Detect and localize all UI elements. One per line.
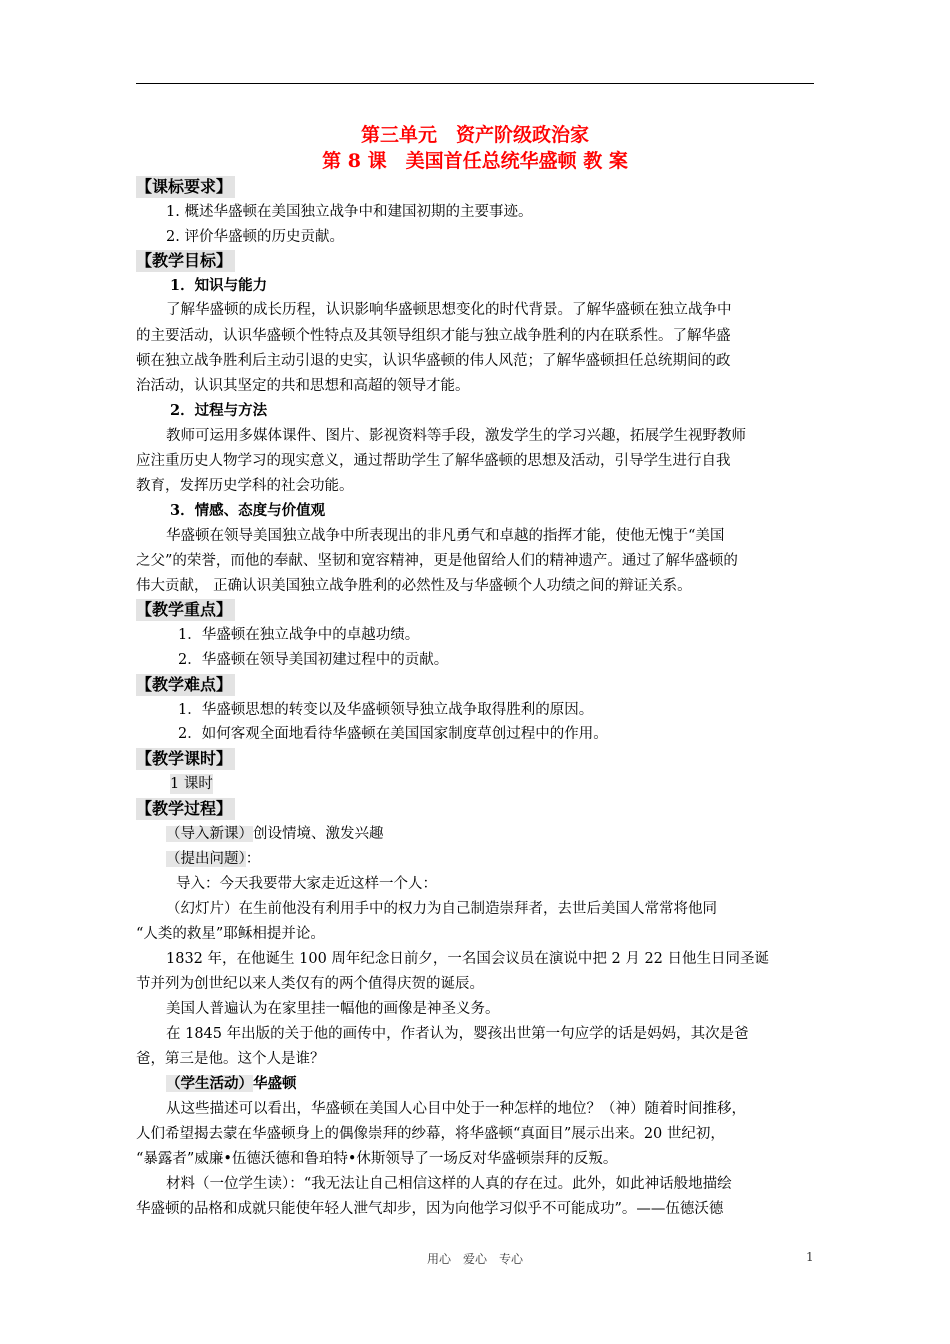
para1-line-2: 的主要活动，认识华盛顿个性特点及其领导组织才能与独立战争胜利的内在联系性。了解华盛 <box>136 328 731 344</box>
section-heading-zhongdian: 【教学重点】 <box>136 599 235 621</box>
para2-line-1: 教师可运用多媒体课件、图片、影视资料等手段，激发学生的学习兴趣，拓展学生视野教师 <box>166 428 746 444</box>
intro-text: 创设情境、激发兴趣 <box>253 826 384 842</box>
section-heading-kebiao: 【课标要求】 <box>136 176 235 198</box>
para2-line-2: 应注重历史人物学习的现实意义，通过帮助学生了解华盛顿的思想及活动，引导学生进行自我 <box>136 453 731 469</box>
para1-line-3: 顿在独立战争胜利后主动引退的史实，认识华盛顿的伟人风范；了解华盛顿担任总统期间的政 <box>136 353 731 369</box>
header-rule <box>136 83 814 84</box>
intro-line <box>166 824 384 844</box>
process-line-8: 爸，第三是他。这个人是谁？ <box>136 1051 325 1067</box>
intro-label: （导入新课） <box>166 826 253 842</box>
process2-line-4: 材料（一位学生读）：“我无法让自己相信这样的人真的存在过。此外，如此神话般地描绘 <box>166 1176 732 1192</box>
process-line-1: 导入：今天我要带大家走近这样一个人： <box>176 876 437 892</box>
para2-line-3: 教育，发挥历史学科的社会功能。 <box>136 478 354 494</box>
process2-line-5: 华盛顿的品格和成就只能使年轻人泄气却步，因为向他学习似乎不可能成功”。——伍德沃德 <box>136 1201 724 1217</box>
process-line-6: 美国人普遍认为在家里挂一幅他的画像是神圣义务。 <box>166 1001 500 1017</box>
student-activity-label: （学生活动） <box>166 1075 253 1092</box>
process2-line-1: 从这些描述可以看出，华盛顿在美国人心目中处于一种怎样的地位？（神）随着时间推移， <box>166 1101 746 1117</box>
lesson-title: 第 8 课 美国首任总统华盛顿 教 案 <box>322 150 628 172</box>
kebiao-item-2: 2. 评价华盛顿的历史贡献。 <box>166 229 344 245</box>
process2-line-2: 人们希望揭去蒙在华盛顿身上的偶像崇拜的纱幕，将华盛顿“真面目”展示出来。20 世纪初， <box>136 1126 725 1142</box>
nandian-item-1: 1．华盛顿思想的转变以及华盛顿领导独立战争取得胜利的原因。 <box>178 702 594 718</box>
zhongdian-item-2: 2．华盛顿在领导美国初建过程中的贡献。 <box>178 652 449 668</box>
process-line-4: 1832 年，在他诞生 100 周年纪念日前夕，一名国会议员在演说中把 2 月 22 日他生日同圣诞 <box>166 951 770 967</box>
question-label: （提出问题） <box>166 851 246 867</box>
nandian-item-2: 2．如何客观全面地看待华盛顿在美国国家制度草创过程中的作用。 <box>178 726 608 742</box>
subheading-values: 3．情感、态度与价值观 <box>170 502 326 519</box>
process-line-2: （幻灯片）在生前他没有利用手中的权力为自己制造崇拜者，去世后美国人常常将他同 <box>166 901 717 917</box>
para3-line-2: 之父”的荣誉，而他的奉献、坚韧和宽容精神，更是他留给人们的精神遗产。通过了解华盛顿的 <box>136 553 738 569</box>
kebiao-item-1: 1. 概述华盛顿在美国独立战争中和建国初期的主要事迹。 <box>166 204 533 220</box>
unit-title: 第三单元 资产阶级政治家 <box>360 124 589 146</box>
section-heading-mubiao: 【教学目标】 <box>136 250 235 272</box>
para3-line-3: 伟大贡献， 正确认识美国独立战争胜利的必然性及与华盛顿个人功绩之间的辩证关系。 <box>136 578 692 594</box>
page-number: 1 <box>806 1250 814 1264</box>
process2-line-3: “暴露者”威廉•伍德沃德和鲁珀特•休斯领导了一场反对华盛顿崇拜的反叛。 <box>136 1151 618 1167</box>
para1-line-1: 了解华盛顿的成长历程，认识影响华盛顿思想变化的时代背景。了解华盛顿在独立战争中 <box>166 302 732 318</box>
section-heading-keshi: 【教学课时】 <box>136 748 235 770</box>
section-heading-guocheng: 【教学过程】 <box>136 798 235 820</box>
para1-line-4: 治活动，认识其坚定的共和思想和高超的领导才能。 <box>136 378 470 394</box>
student-activity-answer: 华盛顿 <box>253 1075 297 1092</box>
process-line-3: “人类的救星”耶稣相提并论。 <box>136 926 325 942</box>
process-line-7: 在 1845 年出版的关于他的画传中，作者认为，婴孩出世第一句应学的话是妈妈，其次是爸 <box>166 1026 749 1042</box>
section-heading-nandian: 【教学难点】 <box>136 674 235 696</box>
zhongdian-item-1: 1．华盛顿在独立战争中的卓越功绩。 <box>178 627 420 643</box>
para3-line-1: 华盛顿在领导美国独立战争中所表现出的非凡勇气和卓越的指挥才能，使他无愧于“美国 <box>166 528 725 544</box>
question-colon: ： <box>245 851 261 867</box>
process-line-5: 节并列为创世纪以来人类仅有的两个值得庆贺的诞辰。 <box>136 976 484 992</box>
subheading-knowledge: 1．知识与能力 <box>170 277 268 294</box>
question-line <box>166 849 260 869</box>
student-activity-line <box>166 1074 297 1094</box>
subheading-process: 2．过程与方法 <box>170 402 268 419</box>
footer-motto: 用心 爱心 专心 <box>426 1252 523 1266</box>
keshi-value: 1 课时 <box>170 776 213 792</box>
